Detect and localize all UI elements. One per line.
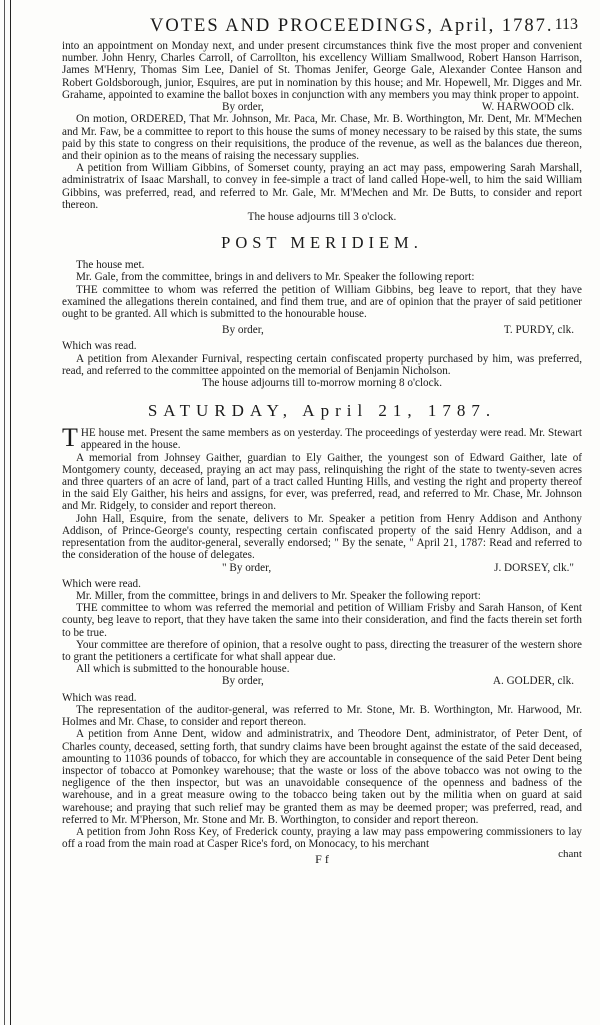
clerk-signature: T. PURDY, clk. [503,324,574,337]
by-order: By order, [222,324,264,337]
clerk-signature: A. GOLDER, clk. [492,675,574,688]
adjournment: The house adjourns till to-morrow morning 8 o'clock. [201,377,443,390]
paragraph: Which was read. [62,340,137,353]
adjournment: The house adjourns till 3 o'clock. [247,210,397,223]
catchword: chant [558,848,582,861]
section-heading: POST MERIDIEM. [221,233,423,253]
paragraph: A petition from Anne Dent, widow and administratrix, and Theodore Dent, administrator, of Peter Dent, of Charles county, deceased, setting forth, that sundry claims have been brought against the estate of the said deceased, amounting to 11036 pounds of tobacco, for which they are accountable in consequence of the said Peter Dent being inspector of tobacco at Pomonkey warehouse; that the waste or loss of the above tobacco was not owing to the negligence of the then inspector, but was an unavoidable consequence of the openness and badness of the warehouse, and in a great measure owing to the tobacco being taken out by the militia when on guard at said warehouse; and praying that such relief may be granted them as may be deemed proper; was preferred, read, and referred to Mr. M'Pherson, Mr. Stone and Mr. B. Worthington, to consider and report thereon. [62,728,582,826]
paragraph: A memorial from Johnsey Gaither, guardian to Ely Gaither, the youngest son of Edward Gaither, late of Montgomery county, deceased, praying an act may pass, relinquishing the right of the state to twenty-seven acres and three quarters of an acre of land, part of a tract called Hunting Hills, and vesting the right and property thereof in the said Ely Gaither, his heirs and assigns, for ever, was preferred, read, and referred to Mr. Chase, Mr. Johnson and Mr. Ridgely, to consider and report thereon. [62,451,582,513]
page-edge-line [10,0,11,1025]
by-order: By order, [222,101,264,114]
signature-line [62,562,582,574]
report-paragraph: THE committee to whom was referred the petition of William Gibbins, beg leave to report, that they have examined the allegations therein contained, and find them true, and are of opinion that the prayer of said petitioner ought to be granted. All which is submitted to the honourable house. [62,283,582,320]
page-footer [62,848,582,867]
paragraph: into an appointment on Monday next, and under present circumstances think five the most proper and convenient number. John Henry, Charles Carroll, of Carrollton, his excellency William Smallwood, Robert Hanson Harrison, James M'Henry, Thomas Sim Lee, Daniel of St. Thomas Jenifer, George Gale, Alexander Contee Hanson and Robert Goldsborough, junior, Esquires, are put in nomination by this house; and Mr. Hopewell, Mr. Digges and Mr. Grahame, appointed to examine the ballot boxes in conjunction with any members you may think proper to appoint. [62,40,582,101]
paragraph: Mr. Gale, from the committee, brings in and delivers to Mr. Speaker the following report: [76,271,475,284]
by-order: " By order, [222,561,272,574]
paragraph: Which were read. [62,577,141,590]
signature-line [62,101,582,113]
paragraph-text: HE house met. Present the same members as on yesterday. The proceedings of yesterday were read. Mr. Stewart appeared in the house. [80,427,582,452]
signature-mark: F f [315,852,329,867]
running-header [62,0,582,40]
by-order: By order, [222,675,264,688]
day-heading: SATURDAY, April 21, 1787. [147,401,497,421]
paragraph: On motion, ORDERED, That Mr. Johnson, Mr. Paca, Mr. Chase, Mr. B. Worthington, Mr. Dent, Mr. M'Mechen and Mr. Faw, be a committee to report to this house the sums of money necessary to be raised by this state, the sums paid by this state to congress on their requisitions, the produce of the revenue, as well as the balances due thereon, and their opinion as to the means of raising the necessary supplies. [62,113,582,162]
paragraph: A petition from Alexander Furnival, respecting certain confiscated property purchased by him, was preferred, read, and referred to the committee appointed on the memorial of Benjamin Nicholson. [62,352,582,377]
paragraph: The representation of the auditor-general, was referred to Mr. Stone, Mr. B. Worthington, Mr. Harwood, Mr. Holmes and Mr. Chase, to consider and report thereon. [62,703,582,729]
clerk-signature: W. HARWOOD clk. [481,101,574,114]
page-number: 113 [554,16,578,33]
report-paragraph: Your committee are therefore of opinion, that a resolve ought to pass, directing the treasurer of the western shore to grant the petitioners a certificate for what shall appear due. [62,638,582,664]
paragraph: Which was read. [62,691,137,704]
paragraph: A petition from William Gibbins, of Somerset county, praying an act may pass, empowering Sarah Marshall, administratrix of Isaac Marshall, to convey in fee-simple a tract of land called Hope-well, to him the said William Gibbins, was preferred, read, and referred to Mr. Gale, Mr. M'Mechen and Mr. De Butts, to consider and report thereon. [62,162,582,211]
report-paragraph: THE committee to whom was referred the memorial and petition of William Frisby and Sarah Hanson, of Kent county, beg leave to report, that they have taken the same into their consideration, and find the facts therein set forth to be true. [62,602,582,639]
page-edge-line [4,0,5,1025]
report-paragraph: All which is submitted to the honourable house. [76,663,290,676]
paragraph: A petition from John Ross Key, of Frederick county, praying a law may pass empowering commissioners to lay off a road from the main road at Casper Rice's ford, on Monocacy, to his merchant [62,825,582,851]
running-title: VOTES AND PROCEEDINGS, April, 1787. [150,16,554,36]
signature-line [62,675,582,687]
paragraph: The house met. [76,259,145,272]
drop-cap: T [62,423,78,453]
clerk-signature: J. DORSEY, clk." [494,561,574,574]
signature-line [62,324,582,336]
paragraph: John Hall, Esquire, from the senate, delivers to Mr. Speaker a petition from Henry Addison and Anthony Addison, of Prince-George's county, respecting certain confiscated property of the said Henry Addison, and a representation from the auditor-general, severally endorsed; " By the senate, " April 21, 1787: Read and referred to the consideration of the house of delegates. [62,512,582,562]
paragraph-dropcap [62,423,582,453]
paragraph: Mr. Miller, from the committee, brings in and delivers to Mr. Speaker the following report: [76,590,481,602]
